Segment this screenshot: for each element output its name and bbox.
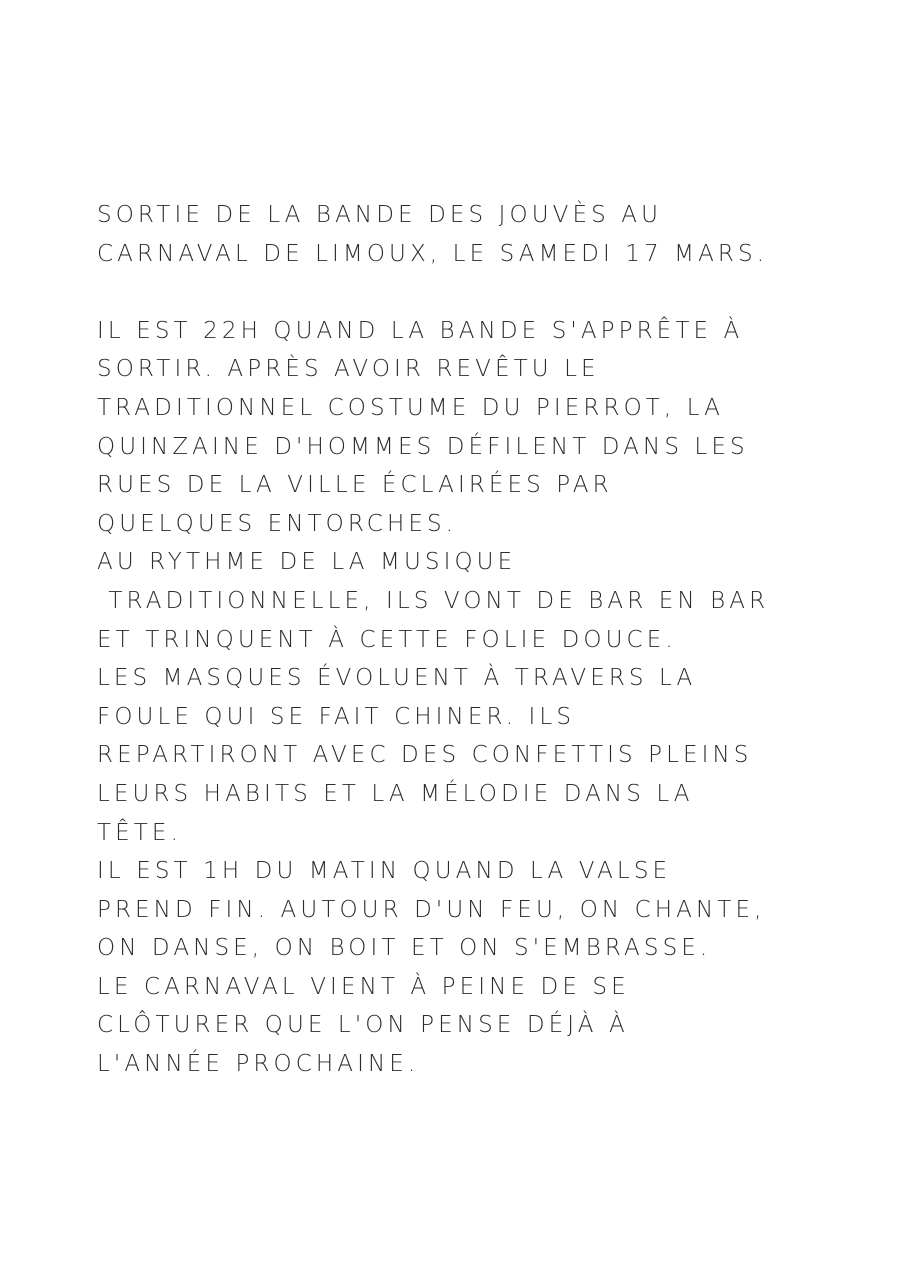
body-line: TRADITIONNELLE, ILS VONT DE BAR EN BAR: [97, 587, 770, 614]
body-line: LE CARNAVAL VIENT À PEINE DE SE: [97, 973, 630, 1000]
body-line: ET TRINQUENT À CETTE FOLIE DOUCE.: [97, 626, 677, 653]
body-line: IL EST 22H QUAND LA BANDE S'APPRÊTE À: [97, 317, 744, 344]
body-line: PREND FIN. AUTOUR D'UN FEU, ON CHANTE,: [97, 896, 766, 923]
body-line: LEURS HABITS ET LA MÉLODIE DANS LA: [97, 780, 694, 807]
body-line: TÊTE.: [97, 819, 182, 846]
body-line: CLÔTURER QUE L'ON PENSE DÉJÀ À: [97, 1012, 629, 1039]
body-line: SORTIR. APRÈS AVOIR REVÊTU LE: [97, 356, 600, 383]
body-line: TRADITIONNEL COSTUME DU PIERROT, LA: [97, 394, 725, 421]
body-line: L'ANNÉE PROCHAINE.: [97, 1051, 420, 1078]
intro-line: SORTIE DE LA BANDE DES JOUVÈS AU: [97, 202, 662, 228]
body-line: RUES DE LA VILLE ÉCLAIRÉES PAR: [97, 472, 613, 499]
text-block: [97, 196, 887, 1084]
body-line: FOULE QUI SE FAIT CHINER. ILS: [97, 703, 576, 730]
body-line: QUELQUES ENTORCHES.: [97, 510, 458, 537]
body-line: LES MASQUES ÉVOLUENT À TRAVERS LA: [97, 665, 697, 692]
paragraph-gap: [97, 273, 887, 312]
body-line: AU RYTHME DE LA MUSIQUE: [97, 549, 517, 576]
body-line: QUINZAINE D'HOMMES DÉFILENT DANS LES: [97, 433, 749, 460]
body-line: IL EST 1H DU MATIN QUAND LA VALSE: [97, 858, 672, 885]
body-line: ON DANSE, ON BOIT ET ON S'EMBRASSE.: [97, 935, 712, 962]
body-line: REPARTIRONT AVEC DES CONFETTIS PLEINS: [97, 742, 753, 769]
intro-line: CARNAVAL DE LIMOUX, LE SAMEDI 17 MARS.: [97, 240, 769, 267]
